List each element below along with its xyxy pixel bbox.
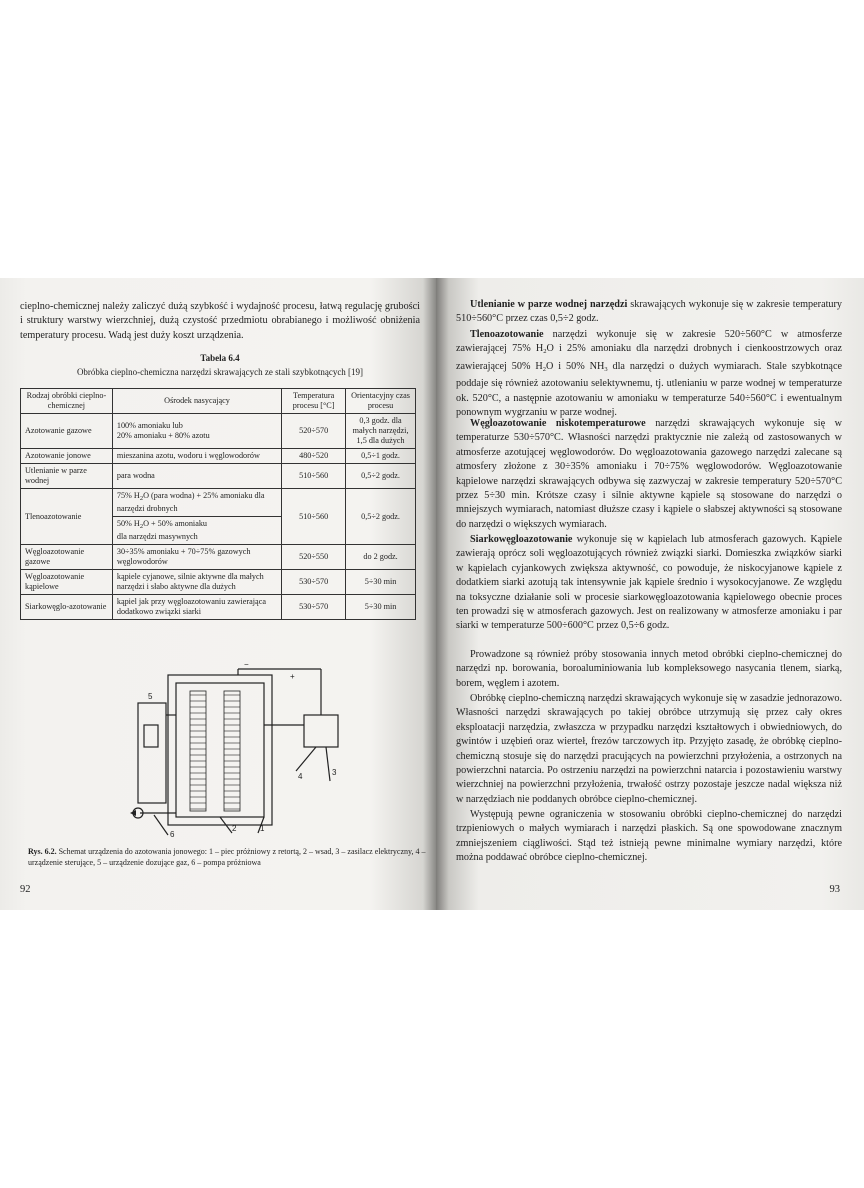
label-1: 1 [260, 824, 265, 833]
cell-temp: 480÷520 [282, 449, 346, 464]
cell-time: 0,5÷2 godz. [346, 464, 416, 489]
cell-kind: Węgloazotowanie gazowe [21, 545, 113, 570]
cell-medium [112, 489, 281, 545]
label-minus: − [244, 663, 249, 669]
header-medium: Ośrodek nasycający [112, 389, 281, 414]
table-header-row [21, 389, 416, 414]
cell-time: 0,3 godz. dla małych narzędzi, 1,5 dla dużych [346, 414, 416, 449]
cell-temp: 510÷560 [282, 489, 346, 545]
cell-kind: Utlenianie w parze wodnej [21, 464, 113, 489]
right-page [436, 278, 864, 910]
page-number-right: 93 [829, 884, 840, 895]
ion-nitriding-schematic [120, 663, 350, 839]
medium-option-b [113, 517, 281, 544]
table-subtitle: Obróbka cieplno-chemiczna narzędzi skrawających ze stali szybkotnących [19] [76, 367, 364, 377]
furnace-outer [168, 675, 272, 825]
figure-caption-text: Schemat urządzenia do azotowania jonowego: 1 – piec próżniowy z retortą, 2 – wsad, 3 – zasilacz elektryczny, 4 – urządzenie sterujące, 5 – urządzenie dozujące gaz, 6 – pompa próżniowa [28, 847, 426, 867]
subscript: 2 [542, 365, 547, 373]
label-6: 6 [170, 830, 175, 839]
power-supply [304, 715, 338, 747]
subscript: 2 [139, 523, 144, 530]
cell-medium [112, 414, 281, 449]
text-span: O i 50% NH [546, 360, 605, 372]
cell-temp: 520÷550 [282, 545, 346, 570]
cell-kind: Azotowanie gazowe [21, 414, 113, 449]
cell-time: 5÷30 min [346, 570, 416, 595]
table-row [21, 570, 416, 595]
furnace-inner [176, 683, 264, 817]
table-row [21, 464, 416, 489]
cell-medium: mieszanina azotu, wodoru i węglowodorów [112, 449, 281, 464]
text-span: O + 50% amoniaku [143, 519, 208, 528]
paragraph-other-methods: Prowadzone są również próby stosowania innych metod obróbki cieplno-chemicznej do narzędzi np. borowania, boroaluminiowania lub kompleksowego nasycania tlenem, siarką, borem, węglem i azotem. [456, 649, 842, 689]
subscript: 3 [604, 365, 608, 373]
table-row [21, 489, 416, 545]
bold-term: Węgloazotowanie niskotemperaturowe [470, 418, 646, 429]
cell-temp: 530÷570 [282, 595, 346, 620]
label-5: 5 [148, 692, 153, 701]
cell-time: 5÷30 min [346, 595, 416, 620]
text-span: dla narzędzi masywnych [116, 532, 198, 541]
paragraph-oxynitriding [456, 328, 842, 420]
label-leader-4 [296, 747, 316, 771]
table-row [21, 595, 416, 620]
medium-option-a [113, 489, 281, 517]
charge-column-left [190, 691, 206, 811]
bold-term: Siarkowęgloazotowanie [470, 534, 573, 545]
text-span: narzędzi skrawających wykonuje się w temperaturze 530÷570°C. Własności narzędzi praktycznie nie zależą od zastosowanych w atmosferze azotującej węglowodorów. Do węgloazotowania gazowego narzędzi zalecane są atmosfery złożone z 30÷35% amoniaku i 70÷75% węglowodorów. Węgloazotowanie kąpielowe narzędzi skrawających odbywa się zazwyczaj w zakresie temperatury 520÷570°C przez 5÷30 min. Krótsze czasy i silnie aktywne kąpiele są stosowane do narzędzi o mniejszych wymiarach, natomiast dłuższe czasy i kąpiele o słabszej aktywności są stosowane do narzędzi o większych wymiarach. [456, 418, 842, 530]
text-span: 50% H [116, 519, 140, 528]
intro-paragraph: cieplno-chemicznej należy zaliczyć dużą szybkość i wydajność procesu, łatwą regulację grubości i struktury warstwy wierzchniej, dużą czystość przedmiotu obrabianego i możliwość obniżenia temperatury procesu. Wadą jest duży koszt urządzenia. [20, 301, 420, 341]
treatment-table [20, 388, 416, 620]
charge-column-right [224, 691, 240, 811]
cell-medium: kąpiel jak przy węgloazotowaniu zawierająca dodatkowo związki siarki [112, 595, 281, 620]
cell-kind: Siarkowęglo-azotowanie [21, 595, 113, 620]
medium-line: 20% amoniaku + 80% azotu [116, 431, 210, 440]
header-time: Orientacyjny czas procesu [346, 389, 416, 414]
header-kind: Rodzaj obróbki cieplno-chemicznej [21, 389, 113, 414]
paragraph-limitations: Występują pewne ograniczenia w stosowaniu obróbki cieplno-chemicznej do narzędzi trzpieniowych o małych wymiarach i narzędzi płaskich. Są one spowodowane znacznym zmniejszeniem ciągliwości. Stąd też istnieją pewne minimalne wymiary narzędzi, które można poddawać obróbce cieplno-chemicznej. [456, 809, 842, 864]
label-2: 2 [232, 824, 237, 833]
paragraph-low-temp-carbonitriding [456, 417, 842, 532]
paragraph-single-treatment: Obróbkę cieplno-chemiczną narzędzi skrawających wykonuje się w zasadzie jednorazowo. Własności narzędzi skrawających po takiej obróbce utrzymują się przez cały okres eksploatacji narzędzia, zwłaszcza w przypadku narzędzi kształtowych i obwiedniowych, do gwintów i uzębień oraz wierteł, frezów tarczowych itp. Przyjęto zasadę, że obróbkę cieplno-chemiczną stosuje się do narzędzi pracujących na powierzchni przyłożenia, a ostrzonych na powierzchni natarcia. Po ostrzeniu narzędzi na powierzchni natarcia i pozostawieniu warstwy wierzchniej na powierzchni przyłożenia, trwałość ostrzy pozostaje jeszcze nadal większa niż w narzędziach nie poddanych obróbce cieplno-chemicznej. [456, 693, 842, 805]
cell-time: 0,5÷2 godz. [346, 489, 416, 545]
paragraph-sulfo-carbonitriding [456, 533, 842, 634]
medium-line: 100% amoniaku lub [116, 421, 183, 430]
subscript: 2 [543, 348, 547, 356]
book-spread [0, 278, 864, 910]
cell-medium: kąpiele cyjanowe, silnie aktywne dla małych narzędzi i słabo aktywne dla dużych [112, 570, 281, 595]
label-leader-3 [326, 747, 330, 781]
cell-temp: 510÷560 [282, 464, 346, 489]
text-span: dla narzędzi o dużych wymiarach. Stale szybkotnące poddaje się również azotowaniu selektywnemu, tj. utlenianiu w parze wodnej w temperaturze ok. 520°C, a następnie azotowaniu w amoniaku w temperaturze 540÷560°C i ewentualnym ponownym wygrzaniu w parze wodnej. [456, 360, 842, 419]
cell-temp: 520÷570 [282, 414, 346, 449]
paragraph-steam-oxidation [456, 298, 842, 327]
gas-dosing-unit [138, 703, 166, 803]
cell-time: 0,5÷1 godz. [346, 449, 416, 464]
cell-medium: 30÷35% amoniaku + 70÷75% gazowych węglowodorów [112, 545, 281, 570]
text-span: O (para wodna) + 25% amoniaku dla narzędzi drobnych [116, 491, 265, 513]
figure-caption [28, 846, 426, 868]
gas-dosing-box [144, 725, 158, 747]
header-temp: Temperatura procesu [°C] [282, 389, 346, 414]
table-row [21, 449, 416, 464]
text-span: 75% H [116, 491, 140, 500]
bold-term: Tlenoazotowanie [470, 329, 544, 340]
left-page [0, 278, 436, 910]
text-span: narzędzi wykonuje się w zakresie 520÷560°C w atmosferze zawierającej 75% H [456, 329, 842, 355]
cell-kind: Azotowanie jonowe [21, 449, 113, 464]
table-row [21, 414, 416, 449]
figure-caption-label: Rys. 6.2. [28, 847, 57, 856]
table-title: Tabela 6.4 [200, 353, 240, 363]
label-3: 3 [332, 768, 337, 777]
text-span: skrawających wykonuje się w zakresie temperatury 510÷560°C przez czas 0,5÷2 godz. [456, 299, 842, 325]
subscript: 2 [139, 495, 144, 502]
label-plus: + [290, 672, 295, 681]
bold-term: Utlenianie w parze wodnej narzędzi [470, 299, 628, 310]
cell-medium: para wodna [112, 464, 281, 489]
table-row [21, 545, 416, 570]
cell-temp: 530÷570 [282, 570, 346, 595]
text-span: wykonuje się w kąpielach lub atmosferach gazowych. Kąpiele zawierają oprócz soli węgloazotujących również związki siarki. Domieszka związków siarki w kąpielach cyjankowych zwiększa aktywność, co powoduje, że niskocyjanowe kąpiele z dodatkiem siarki azotują tak intensywnie jak kąpiele średnio i wysokocyjanowe. Ze względu na toksyczne działanie soli w procesie siarkowęgloazotowania kąpielowego obecnie proces ten prowadzi się w atmosferach gazowych. Jest on realizowany w atmosferze amoniaku i par siarki w temperaturze 500÷600°C przez 0,5÷6 godz. [456, 534, 842, 632]
label-leader-6 [154, 815, 168, 835]
page-number-left: 92 [20, 884, 31, 895]
cell-time: do 2 godz. [346, 545, 416, 570]
text-span: O i 25% amoniaku dla narzędzi drobnych i cienkoostrzowych oraz zawierającej 50% H [456, 343, 842, 372]
cell-kind: Tlenoazotowanie [21, 489, 113, 545]
cell-kind: Węgloazotowanie kąpielowe [21, 570, 113, 595]
label-4: 4 [298, 772, 303, 781]
